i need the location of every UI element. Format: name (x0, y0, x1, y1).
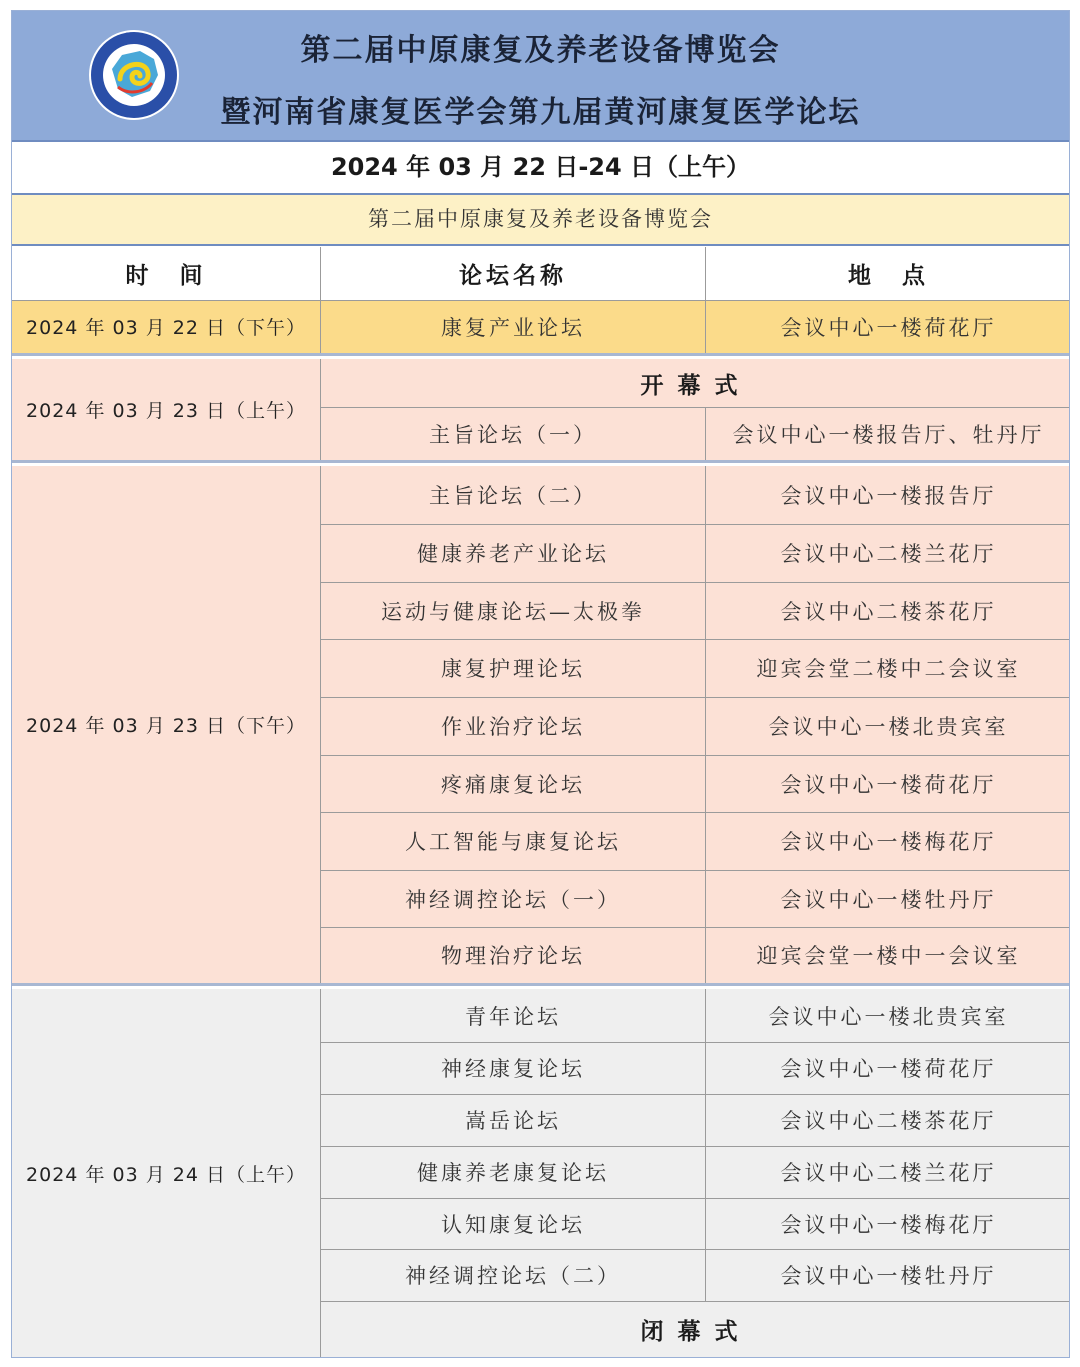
date-group (12, 466, 1069, 983)
forum-location: 会议中心一楼北贵宾室 (705, 697, 1070, 755)
schedule-poster (11, 10, 1070, 1358)
group-date-cell: 2024 年 03 月 24 日（上午） (26, 1163, 306, 1186)
table-row (12, 300, 1069, 353)
forum-location: 会议中心一楼报告厅、牡丹厅 (705, 407, 1070, 460)
forum-name: 健康养老产业论坛 (320, 524, 705, 582)
forum-location: 会议中心二楼兰花厅 (705, 1146, 1070, 1198)
forum-name: 作业治疗论坛 (320, 697, 705, 755)
row-divider (320, 639, 1070, 640)
row-divider (320, 1301, 1070, 1302)
table-row (12, 1198, 1069, 1249)
table-row (12, 582, 1069, 639)
date-group (12, 300, 1069, 353)
row-divider (320, 1198, 1070, 1199)
forum-name: 人工智能与康复论坛 (320, 812, 705, 870)
table-row (12, 466, 1069, 524)
column-header-forum: 论坛名称 (320, 247, 705, 300)
group-date-cell: 2024 年 03 月 22 日（下午） (26, 317, 306, 339)
forum-location: 会议中心二楼茶花厅 (705, 1094, 1070, 1146)
date-group (12, 359, 1069, 460)
group-date-cell: 2024 年 03 月 23 日（下午） (26, 715, 306, 737)
forum-name: 疼痛康复论坛 (320, 755, 705, 812)
expo-banner: 第二届中原康复及养老设备博览会 (12, 193, 1069, 246)
row-divider (320, 1094, 1070, 1095)
forum-name: 青年论坛 (320, 989, 705, 1042)
table-row (12, 989, 1069, 1042)
forum-name: 神经调控论坛（二） (320, 1249, 705, 1301)
column-header-time: 时 间 (125, 262, 207, 289)
date-range-banner: 2024 年 03 月 22 日-24 日（上午） (12, 140, 1069, 193)
group-date-cell: 2024 年 03 月 23 日（上午） (26, 400, 306, 422)
row-divider (320, 1249, 1070, 1250)
table-row (12, 524, 1069, 582)
table-row (12, 812, 1069, 870)
group-separator (12, 353, 1069, 356)
column-header-row (12, 247, 1069, 300)
table-row (12, 1042, 1069, 1094)
forum-location: 会议中心二楼茶花厅 (705, 582, 1070, 639)
title-line-2: 暨河南省康复医学会第九届黄河康复医学论坛 (220, 95, 861, 130)
row-divider (320, 870, 1070, 871)
forum-location: 会议中心一楼北贵宾室 (705, 989, 1070, 1042)
forum-location: 迎宾会堂二楼中二会议室 (705, 639, 1070, 697)
row-divider (320, 697, 1070, 698)
forum-location: 会议中心一楼荷花厅 (705, 755, 1070, 812)
row-divider (320, 407, 1070, 408)
ceremony-label: 开幕式 (320, 359, 1070, 407)
forum-location: 会议中心二楼兰花厅 (705, 524, 1070, 582)
header-banner (12, 11, 1069, 140)
forum-name: 认知康复论坛 (320, 1198, 705, 1249)
group-separator (12, 460, 1069, 463)
forum-location: 会议中心一楼报告厅 (705, 466, 1070, 524)
row-divider (320, 812, 1070, 813)
table-row (12, 1301, 1069, 1357)
forum-location: 会议中心一楼梅花厅 (705, 812, 1070, 870)
row-divider (320, 1146, 1070, 1147)
forum-location: 迎宾会堂一楼中一会议室 (705, 927, 1070, 983)
forum-name: 物理治疗论坛 (320, 927, 705, 983)
forum-name: 嵩岳论坛 (320, 1094, 705, 1146)
forum-name: 神经调控论坛（一） (320, 870, 705, 927)
table-row (12, 639, 1069, 697)
row-divider (320, 927, 1070, 928)
forum-location: 会议中心一楼梅花厅 (705, 1198, 1070, 1249)
forum-name: 康复护理论坛 (320, 639, 705, 697)
table-row (12, 927, 1069, 983)
row-divider (320, 524, 1070, 525)
row-divider (12, 300, 1070, 301)
table-row (12, 870, 1069, 927)
column-header-place: 地 点 (705, 247, 1070, 300)
forum-name: 主旨论坛（一） (320, 407, 705, 460)
table-row (12, 1249, 1069, 1301)
forum-location: 会议中心一楼牡丹厅 (705, 870, 1070, 927)
forum-name: 康复产业论坛 (320, 300, 705, 353)
table-row (12, 407, 1069, 460)
forum-name: 运动与健康论坛—太极拳 (320, 582, 705, 639)
table-row (12, 755, 1069, 812)
forum-location: 会议中心一楼荷花厅 (705, 1042, 1070, 1094)
row-divider (320, 582, 1070, 583)
forum-location: 会议中心一楼牡丹厅 (705, 1249, 1070, 1301)
row-divider (320, 755, 1070, 756)
ceremony-label: 闭幕式 (320, 1301, 1070, 1357)
forum-name: 神经康复论坛 (320, 1042, 705, 1094)
title-line-1: 第二届中原康复及养老设备博览会 (300, 33, 781, 68)
table-row (12, 697, 1069, 755)
table-row (12, 1094, 1069, 1146)
group-separator (12, 983, 1069, 986)
forum-name: 健康养老康复论坛 (320, 1146, 705, 1198)
table-row (12, 359, 1069, 407)
row-divider (320, 1042, 1070, 1043)
table-row (12, 1146, 1069, 1198)
forum-name: 主旨论坛（二） (320, 466, 705, 524)
forum-location: 会议中心一楼荷花厅 (705, 300, 1070, 353)
